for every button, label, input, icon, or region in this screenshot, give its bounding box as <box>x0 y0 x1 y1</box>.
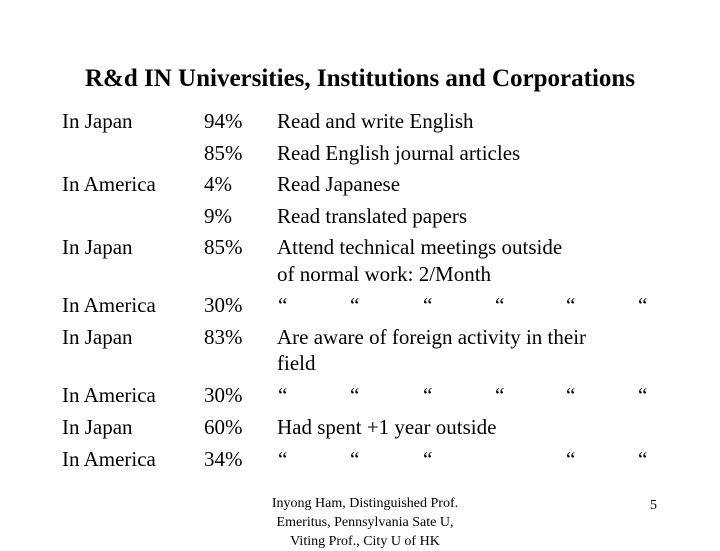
footer-line: Viting Prof., City U of HK <box>290 534 440 549</box>
ditto-mark: “ <box>566 447 576 471</box>
activity-description: Had spent +1 year outside <box>277 415 497 439</box>
ditto-mark: “ <box>278 293 288 317</box>
country-label: In Japan <box>62 109 133 133</box>
percentage-value: 85% <box>204 235 243 259</box>
footer-attribution <box>245 494 485 549</box>
percentage-value: 60% <box>204 415 243 439</box>
percentage-value: 4% <box>204 172 232 196</box>
ditto-mark: “ <box>350 293 360 317</box>
ditto-mark: “ <box>423 383 433 407</box>
country-label: In Japan <box>62 325 133 349</box>
percentage-value: 30% <box>204 383 243 407</box>
country-label: In America <box>62 293 156 317</box>
ditto-mark: “ <box>638 383 648 407</box>
ditto-mark: “ <box>278 383 288 407</box>
country-label: In America <box>62 383 156 407</box>
ditto-mark: “ <box>423 293 433 317</box>
ditto-mark: “ <box>566 383 576 407</box>
footer-line: Inyong Ham, Distinguished Prof. <box>271 496 459 511</box>
activity-description: Attend technical meetings outside <box>277 235 563 259</box>
slide-title: R&d IN Universities, Institutions and Corporations <box>84 65 636 92</box>
ditto-mark: “ <box>350 383 360 407</box>
footer-line: Emeritus, Pennsylvania Sate U, <box>276 515 454 530</box>
ditto-mark: “ <box>350 447 360 471</box>
activity-description: Read English journal articles <box>277 141 521 165</box>
activity-description-continued: of normal work: 2/Month <box>277 262 492 286</box>
percentage-value: 83% <box>204 325 243 349</box>
percentage-value: 85% <box>204 141 243 165</box>
ditto-mark: “ <box>278 447 288 471</box>
activity-description: Read translated papers <box>277 204 468 228</box>
percentage-value: 30% <box>204 293 243 317</box>
activity-description: Read Japanese <box>277 172 401 196</box>
country-label: In Japan <box>62 235 133 259</box>
page-number: 5 <box>650 498 657 513</box>
ditto-mark: “ <box>638 447 648 471</box>
ditto-mark: “ <box>495 383 505 407</box>
country-label: In America <box>62 447 156 471</box>
country-label: In Japan <box>62 415 133 439</box>
percentage-value: 34% <box>204 447 243 471</box>
ditto-mark: “ <box>566 293 576 317</box>
country-label: In America <box>62 172 156 196</box>
percentage-value: 94% <box>204 109 243 133</box>
activity-description: Read and write English <box>277 109 474 133</box>
ditto-mark: “ <box>638 293 648 317</box>
percentage-value: 9% <box>204 204 232 228</box>
activity-description-continued: field <box>277 351 316 375</box>
activity-description: Are aware of foreign activity in their <box>277 325 587 349</box>
ditto-mark: “ <box>495 293 505 317</box>
ditto-mark: “ <box>423 447 433 471</box>
